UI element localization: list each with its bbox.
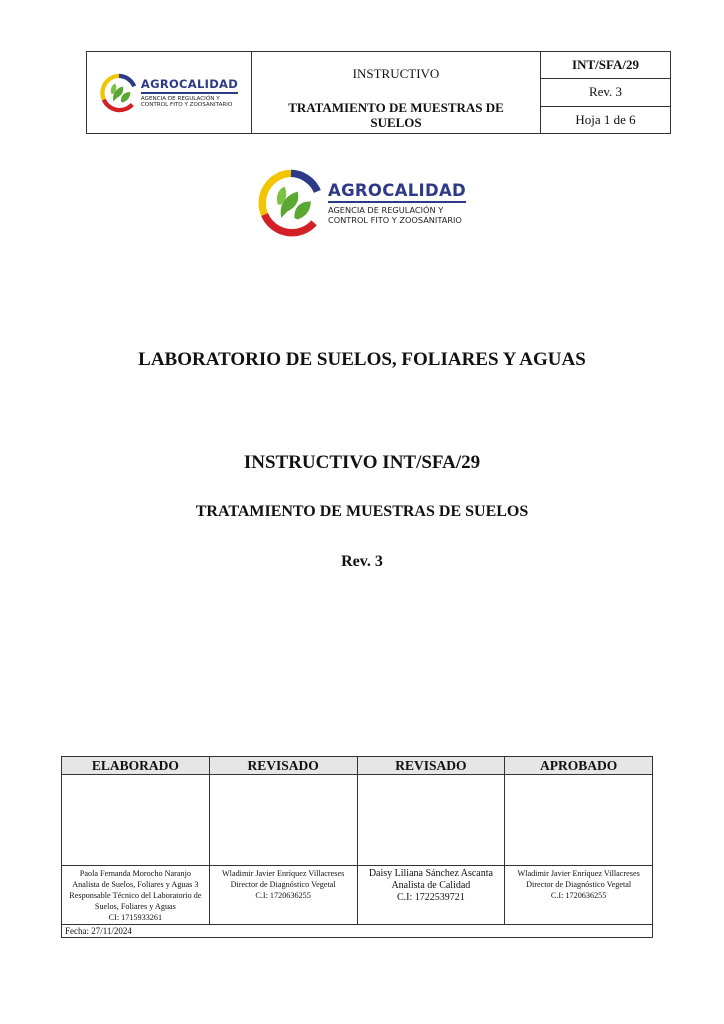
signer-id: C.I: 1720636255 bbox=[255, 891, 311, 900]
signature-space bbox=[62, 775, 210, 866]
signer-name: Wladimir Javier Enríquez Villacreses bbox=[517, 869, 640, 878]
signer-role: Analista de Suelos, Foliares y Aguas 3 bbox=[72, 880, 199, 889]
signer-role: Director de Diagnóstico Vegetal bbox=[526, 880, 632, 889]
cover-logo-subtitle-line1: AGENCIA DE REGULACIÓN Y bbox=[328, 205, 444, 215]
agrocalidad-logo bbox=[100, 73, 238, 113]
cover-logo-subtitle-line2: CONTROL FITO Y ZOOSANITARIO bbox=[328, 215, 462, 225]
cover-logo bbox=[258, 168, 466, 238]
signer-role: Responsable Técnico del Laboratorio de bbox=[69, 891, 202, 900]
revisado-header-2: REVISADO bbox=[357, 757, 505, 775]
revisado-header-1: REVISADO bbox=[209, 757, 357, 775]
logo-subtitle-line2: CONTROL FITO Y ZOOSANITARIO bbox=[140, 102, 233, 108]
cover-logo-brand-name: AGROCALIDAD bbox=[328, 181, 467, 200]
signer-id: C.I: 1722539721 bbox=[396, 892, 465, 903]
header-page-number: Hoja 1 de 6 bbox=[575, 111, 636, 127]
signer-name: Daisy Liliana Sánchez Ascanta bbox=[368, 868, 493, 879]
approval-date: Fecha: 27/11/2024 bbox=[62, 925, 653, 938]
document-header bbox=[86, 51, 671, 134]
signer-role: Director de Diagnóstico Vegetal bbox=[230, 880, 336, 889]
revision-label: Rev. 3 bbox=[341, 553, 383, 570]
logo-brand-name: AGROCALIDAD bbox=[140, 76, 239, 91]
laboratory-title: LABORATORIO DE SUELOS, FOLIARES Y AGUAS bbox=[138, 349, 586, 370]
signature-space bbox=[357, 775, 505, 866]
agrocalidad-emblem-icon bbox=[258, 168, 324, 238]
revisado-signer-2 bbox=[357, 866, 505, 925]
signature-space bbox=[209, 775, 357, 866]
signer-role: Suelos, Foliares y Aguas bbox=[94, 902, 176, 911]
header-revision: Rev. 3 bbox=[541, 79, 670, 106]
logo-subtitle-line1: AGENCIA DE REGULACIÓN Y bbox=[140, 95, 220, 102]
header-title-cell bbox=[252, 52, 541, 133]
instructivo-code-title: INSTRUCTIVO INT/SFA/29 bbox=[243, 452, 481, 473]
signer-id: C.I: 1720636255 bbox=[550, 891, 607, 900]
document-title: TRATAMIENTO DE MUESTRAS DE SUELOS bbox=[195, 503, 529, 520]
agrocalidad-emblem-icon bbox=[100, 73, 138, 113]
signer-name: Paola Fernanda Morocho Naranjo bbox=[79, 869, 191, 878]
elaborado-signer bbox=[62, 866, 210, 925]
signer-role: Analista de Calidad bbox=[391, 880, 471, 891]
revisado-signer-1 bbox=[209, 866, 357, 925]
header-meta-cell bbox=[541, 52, 670, 133]
aprobado-header: APROBADO bbox=[505, 757, 653, 775]
header-doc-type: INSTRUCTIVO bbox=[352, 66, 440, 81]
header-logo-cell bbox=[87, 52, 252, 133]
signature-space bbox=[505, 775, 653, 866]
signer-name: Wladimir Javier Enríquez Villacreses bbox=[221, 869, 345, 878]
aprobado-signer bbox=[505, 866, 653, 925]
elaborado-header: ELABORADO bbox=[62, 757, 210, 775]
header-doc-code: INT/SFA/29 bbox=[541, 52, 670, 79]
signer-id: CI: 1715933261 bbox=[108, 913, 163, 922]
header-doc-title: TRATAMIENTO DE MUESTRAS DE SUELOS bbox=[288, 100, 504, 130]
approval-table bbox=[61, 756, 653, 938]
